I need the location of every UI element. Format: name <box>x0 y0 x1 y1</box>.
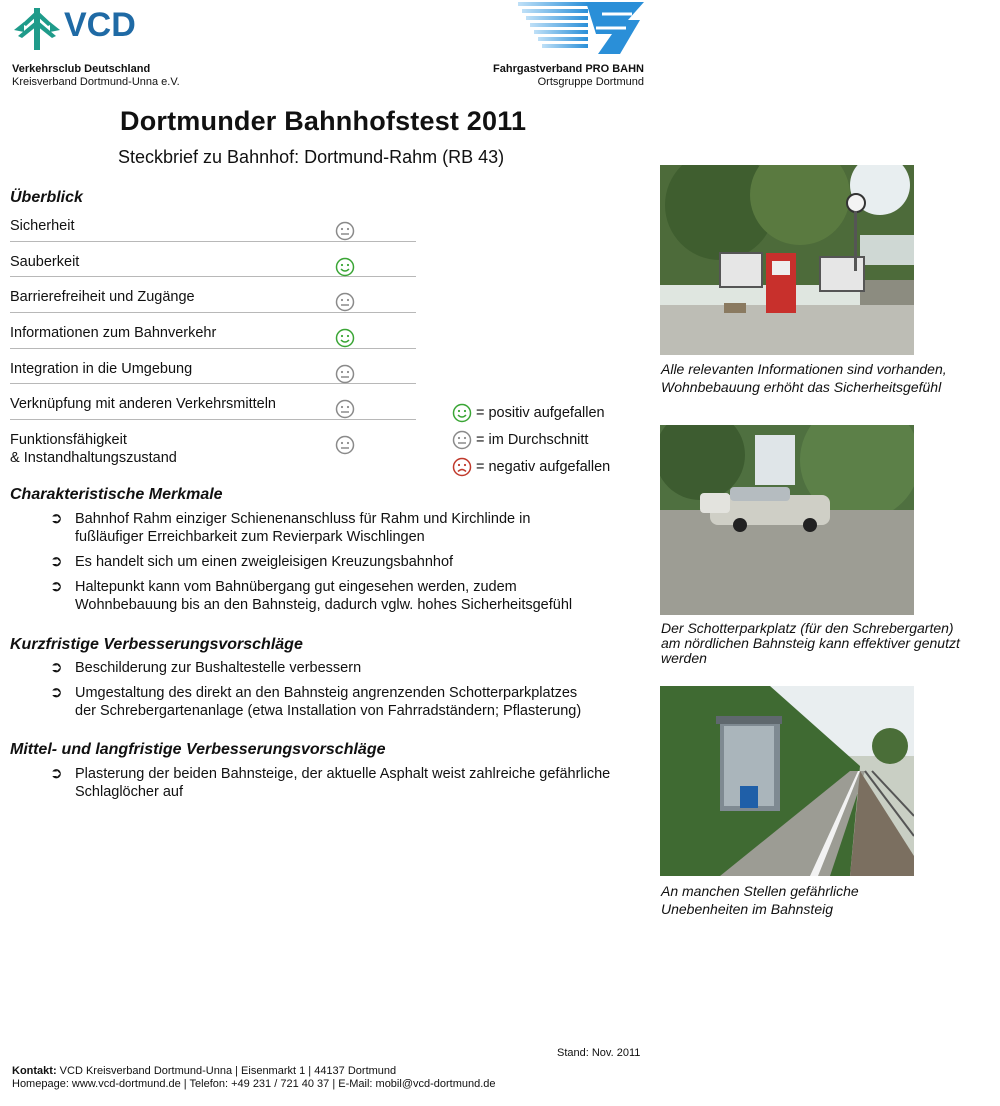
overview-label: Funktionsfähigkeit & Instandhaltungszustand <box>10 432 177 467</box>
list-item <box>10 578 600 614</box>
list-item <box>10 510 600 546</box>
homepage-line: Homepage: www.vcd-dortmund.de | Telefon: +49 231 / 721 40 37 | E-Mail: mobil@vcd-dortmund.de <box>12 1077 496 1090</box>
vcd-org <box>12 63 180 89</box>
smiley-neutral-icon <box>335 292 355 312</box>
short-term-list <box>10 659 600 727</box>
list-item <box>10 684 600 720</box>
legend-positive <box>452 399 610 426</box>
photo-caption-1: Alle relevanten Informationen sind vorhanden, Wohnbebauung erhöht das Sicherheitsgefühl <box>661 361 947 395</box>
vcd-logo-text: VCD <box>64 6 136 44</box>
page-subtitle: Steckbrief zu Bahnhof: Dortmund-Rahm (RB 43) <box>118 147 505 167</box>
smiley-neutral-icon <box>335 221 355 241</box>
arrow-bullet-icon: ➲ <box>50 765 63 782</box>
contact-info <box>12 1065 496 1090</box>
arrow-bullet-icon: ➲ <box>50 684 63 701</box>
long-term-list <box>10 765 660 808</box>
arrow-bullet-icon: ➲ <box>50 510 63 527</box>
legend-neutral-label: = im Durchschnitt <box>476 431 589 448</box>
smiley-neutral-icon <box>335 435 355 455</box>
legend-negative-label: = negativ aufgefallen <box>476 458 611 475</box>
smiley-negative-icon <box>452 457 472 477</box>
arrow-bullet-icon: ➲ <box>50 578 63 595</box>
rating-legend <box>452 399 610 480</box>
list-item-text: Umgestaltung des direkt an den Bahnsteig angrenzenden Schotterparkplatzes der Schrebergartenanlage (etwa Installation von Fahrradständern; Pflasterung) <box>75 685 582 719</box>
overview-label: Sauberkeit <box>10 253 80 270</box>
list-item-text: Plasterung der beiden Bahnsteige, der aktuelle Asphalt weist zahlreiche gefährliche Schlaglöcher auf <box>75 766 611 800</box>
arrow-bullet-icon: ➲ <box>50 553 63 570</box>
photo-parking-lot <box>660 425 914 615</box>
list-item-text: Haltepunkt kann vom Bahnübergang gut eingesehen werden, zudem Wohnbebauung bis an den Bahnsteig, dadurch vglw. hohes Sicherheitsgefühl <box>75 579 573 613</box>
overview-heading: Überblick <box>10 189 83 206</box>
smiley-positive-icon <box>335 257 355 277</box>
overview-label: Sicherheit <box>10 218 75 234</box>
overview-row <box>10 384 416 420</box>
list-item <box>10 553 600 571</box>
overview-row <box>10 349 416 385</box>
list-item-text: Bahnhof Rahm einziger Schienenanschluss für Rahm und Kirchlinde in fußläufiger Erreichbarkeit zum Revierpark Wischlingen <box>75 511 531 545</box>
short-term-heading: Kurzfristige Verbesserungsvorschläge <box>10 636 303 653</box>
page-title: Dortmunder Bahnhofstest 2011 <box>120 106 527 136</box>
characteristics-list <box>10 510 600 621</box>
vcd-name: Verkehrsclub Deutschland <box>12 63 151 75</box>
overview-row <box>10 206 416 242</box>
overview-row <box>10 242 416 278</box>
long-term-heading: Mittel- und langfristige Verbesserungsvorschläge <box>10 741 386 758</box>
overview-label: Verknüpfung mit anderen Verkehrsmitteln <box>10 396 276 413</box>
contact-label: Kontakt: <box>12 1065 57 1077</box>
probahn-name: Fahrgastverband PRO BAHN <box>493 63 644 75</box>
smiley-neutral-icon <box>335 399 355 419</box>
legend-negative <box>452 453 610 480</box>
overview-row <box>10 313 416 349</box>
photo-platform <box>660 686 914 876</box>
contact-text: VCD Kreisverband Dortmund-Unna | Eisenmarkt 1 | 44137 Dortmund <box>56 1065 397 1077</box>
list-item-text: Beschilderung zur Bushaltestelle verbessern <box>75 660 362 676</box>
overview-label: Barrierefreiheit und Zugänge <box>10 289 195 306</box>
probahn-sub: Ortsgruppe Dortmund <box>537 76 644 88</box>
list-item <box>10 765 660 801</box>
arrow-bullet-icon: ➲ <box>50 659 63 676</box>
overview-row <box>10 277 416 313</box>
list-item-text: Es handelt sich um einen zweigleisigen Kreuzungsbahnhof <box>75 554 454 570</box>
smiley-neutral-icon <box>335 364 355 384</box>
list-item <box>10 659 600 677</box>
photo-info-board <box>660 165 914 355</box>
probahn-logo-icon <box>516 0 646 56</box>
smiley-neutral-icon <box>452 430 472 450</box>
overview-list <box>10 206 416 480</box>
stand-date: Stand: Nov. 2011 <box>557 1047 641 1059</box>
legend-neutral <box>452 426 610 453</box>
smiley-positive-icon <box>335 328 355 348</box>
photo-caption-3: An manchen Stellen gefährliche Unebenheiten im Bahnsteig <box>661 883 859 917</box>
probahn-org <box>493 63 644 89</box>
characteristics-heading: Charakteristische Merkmale <box>10 486 223 503</box>
overview-label: Integration in die Umgebung <box>10 360 193 377</box>
vcd-logo <box>12 4 147 54</box>
overview-row <box>10 420 416 480</box>
photo-caption-2: Der Schotterparkplatz (für den Schrebergarten) am nördlichen Bahnsteig kann effektiver genutzt werden <box>661 620 960 666</box>
smiley-positive-icon <box>452 403 472 423</box>
overview-label: Informationen zum Bahnverkehr <box>10 325 217 342</box>
vcd-sub: Kreisverband Dortmund-Unna e.V. <box>12 76 180 88</box>
legend-positive-label: = positiv aufgefallen <box>476 404 605 421</box>
